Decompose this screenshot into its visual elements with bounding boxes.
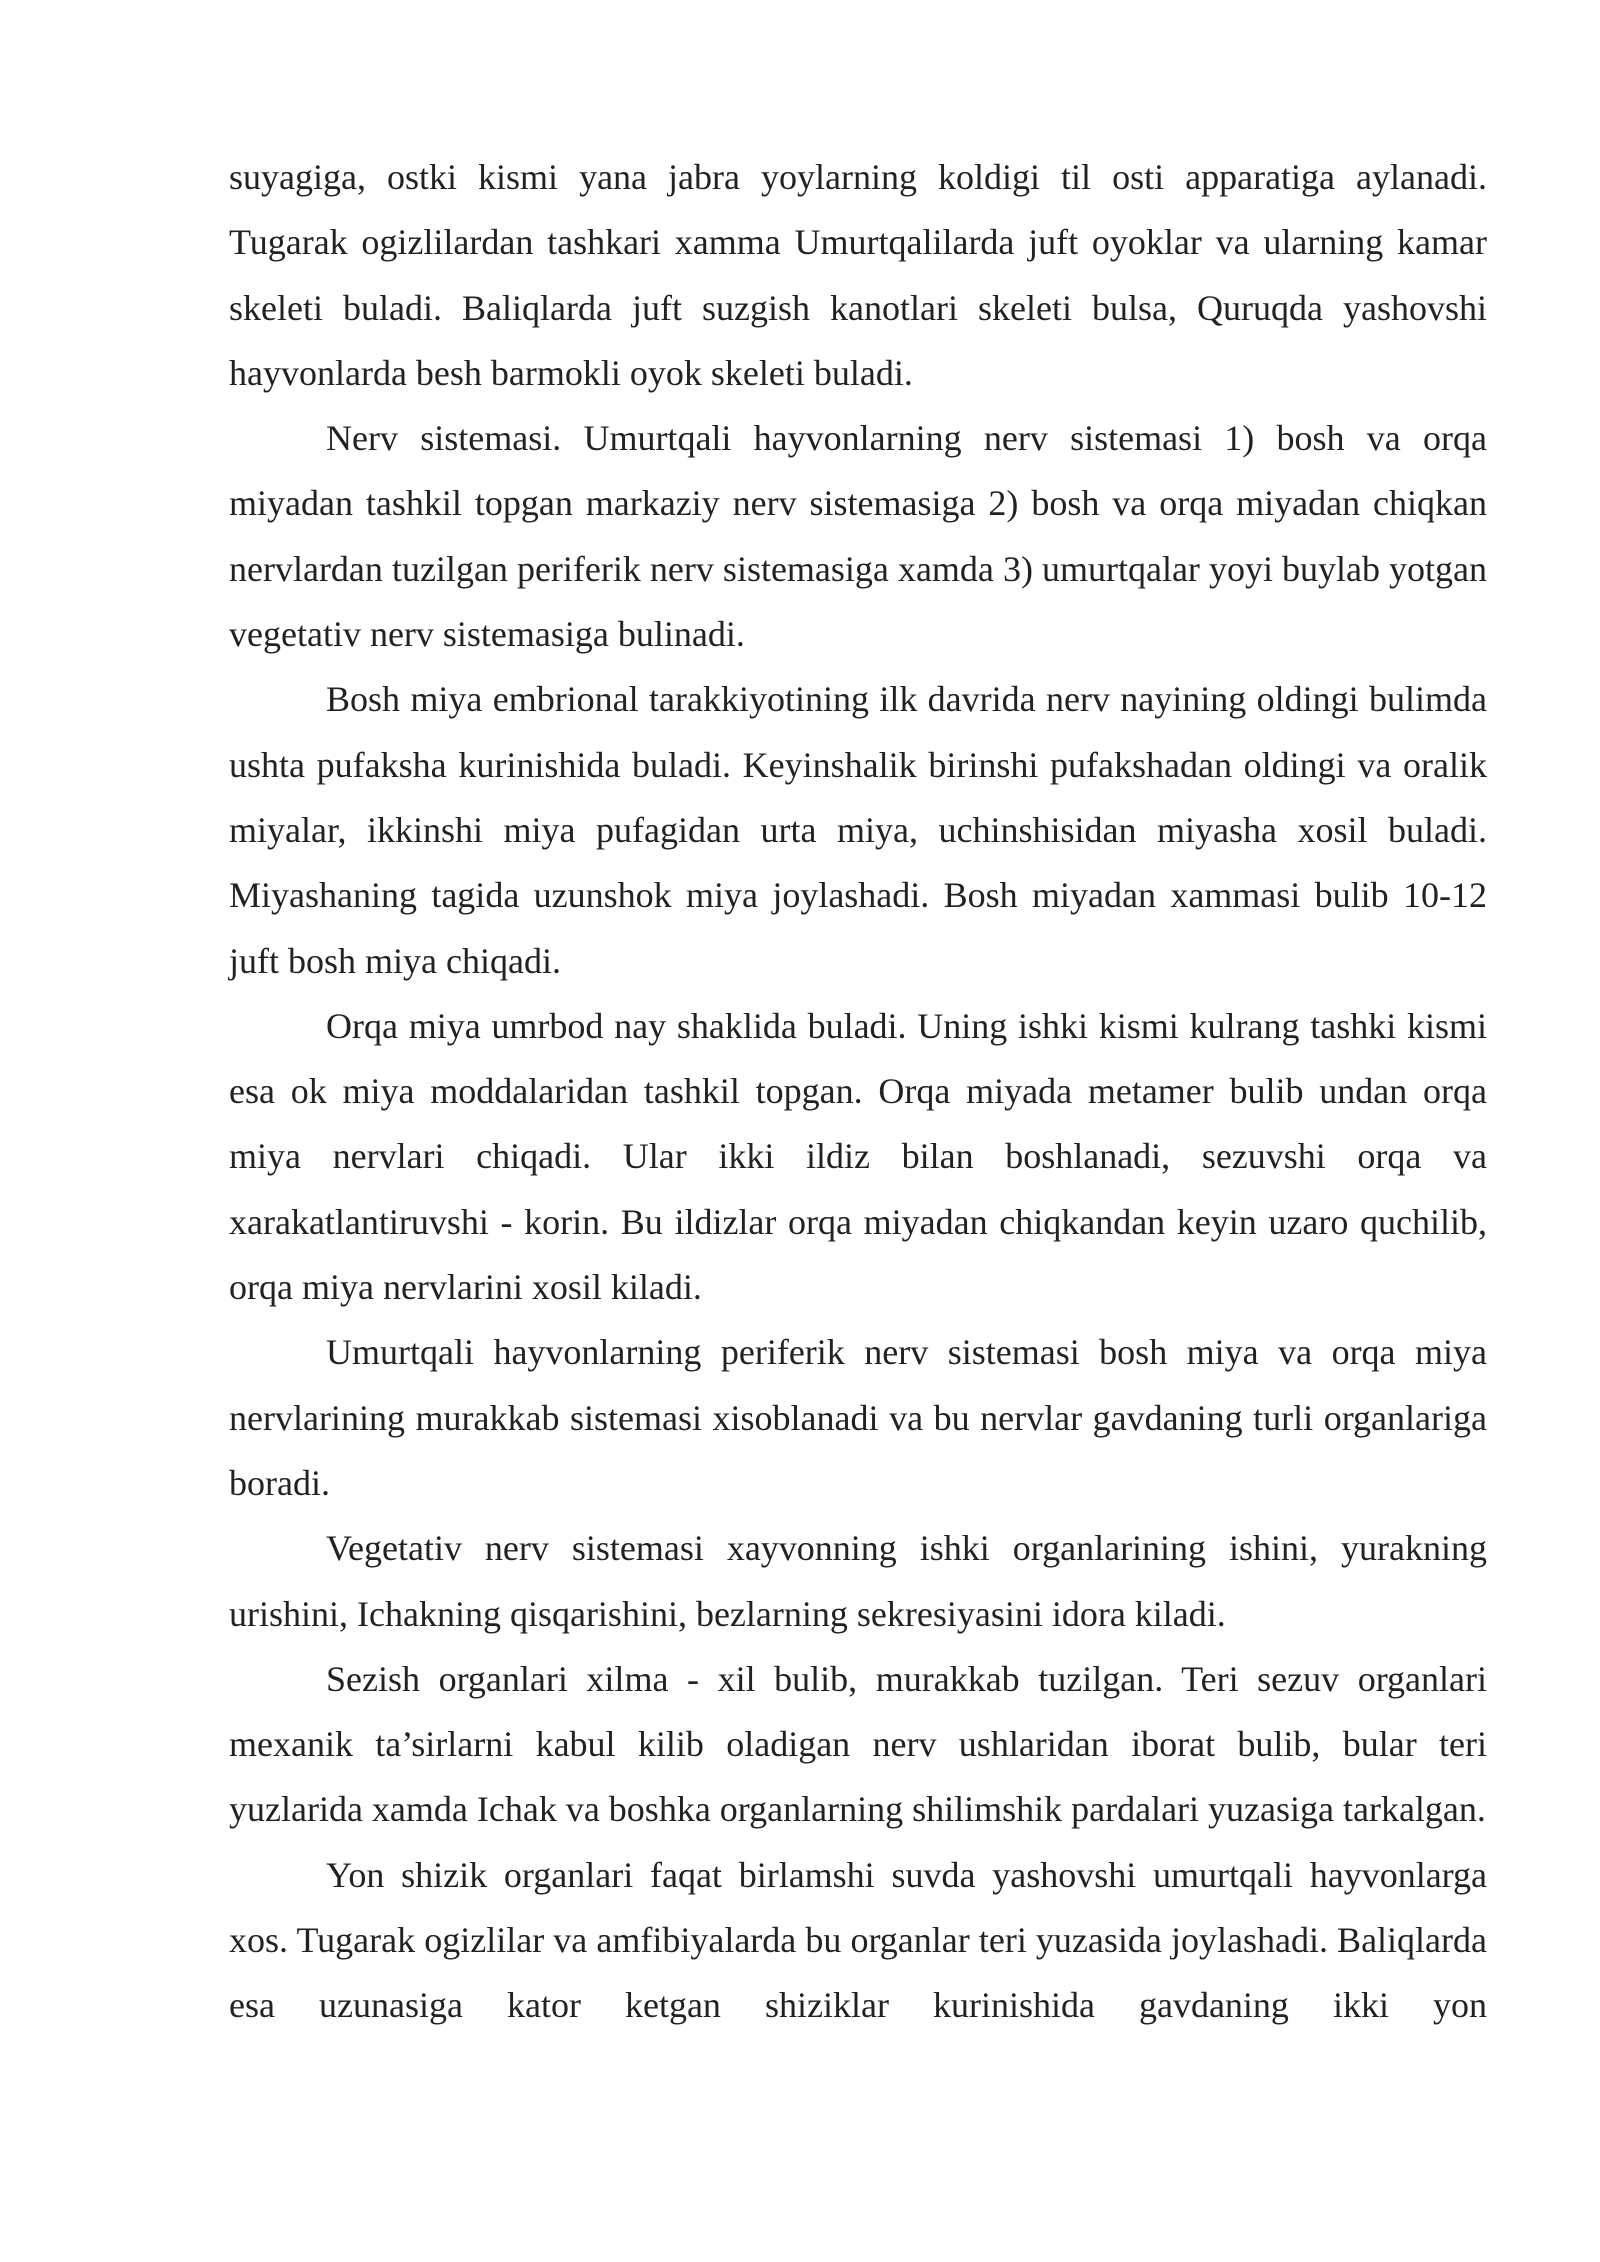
body-text <box>229 145 1487 2039</box>
paragraph-continuation: suyagiga, ostki kismi yana jabra yoylarning koldigi til osti apparatiga aylanadi. Tugarak ogizlilardan tashkari xamma Umurtqalilarda juft oyoklar va ularning kamar skeleti buladi. Baliqlarda juft suzgish kanotlari skeleti bulsa, Quruqda yashovshi hayvonlarda besh barmokli oyok skeleti buladi. <box>229 157 1487 393</box>
paragraph-periferik-nerv: Umurtqali hayvonlarning periferik nerv sistemasi bosh miya va orqa miya nervlarining murakkab sistemasi xisoblanadi va bu nervlar gavdaning turli organlariga boradi. <box>229 1332 1487 1503</box>
paragraph-bosh-miya: Bosh miya embrional tarakkiyotining ilk davrida nerv nayining oldingi bulimda ushta pufaksha kurinishida buladi. Keyinshalik birinshi pufakshadan oldingi va oralik miyalar, ikkinshi miya pufagidan urta miya, uchinshisidan miyasha xosil buladi. Miyashaning tagida uzunshok miya joylashadi. Bosh miyadan xammasi bulib 10-12 juft bosh miya chiqadi. <box>229 679 1487 981</box>
paragraph-nerv-sistemasi: Nerv sistemasi. Umurtqali hayvonlarning nerv sistemasi 1) bosh va orqa miyadan tashkil topgan markaziy nerv sistemasiga 2) bosh va orqa miyadan chiqkan nervlardan tuzilgan periferik nerv sistemasiga xamda 3) umurtqalar yoyi buylab yotgan vegetativ nerv sistemasiga bulinadi. <box>229 418 1487 655</box>
paragraph-sezish-organlari: Sezish organlari xilma - xil bulib, murakkab tuzilgan. Teri sezuv organlari mexanik ta’sirlarni kabul kilib oladigan nerv ushlaridan iborat bulib, bular teri yuzlarida xamda Ichak va boshka organlarning shilimshik pardalari yuzasiga tarkalgan. <box>229 1658 1487 1830</box>
paragraph-yon-shizik: Yon shizik organlari faqat birlamshi suvda yashovshi umurtqali hayvonlarga xos. Tugarak ogizlilar va amfibiyalarda bu organlar teri yuzasida joylashadi. Baliqlarda esa uzunasiga kator ketgan shiziklar kurinishida gavdaning ikki yon <box>229 1854 1487 2026</box>
paragraph-orqa-miya: Orqa miya umrbod nay shaklida buladi. Uning ishki kismi kulrang tashki kismi esa ok miya moddalaridan tashkil topgan. Orqa miyada metamer bulib undan orqa miya nervlari chiqadi. Ular ikki ildiz bilan boshlanadi, sezuvshi orqa va xarakatlantiruvshi - korin. Bu ildizlar orqa miyadan chiqkandan keyin uzaro quchilib, orqa miya nervlarini xosil kiladi. <box>229 1005 1487 1308</box>
paragraph-vegetativ-nerv: Vegetativ nerv sistemasi xayvonning ishki organlarining ishini, yurakning urishini, Ichakning qisqarishini, bezlarning sekresiyasini idora kiladi. <box>229 1528 1487 1634</box>
